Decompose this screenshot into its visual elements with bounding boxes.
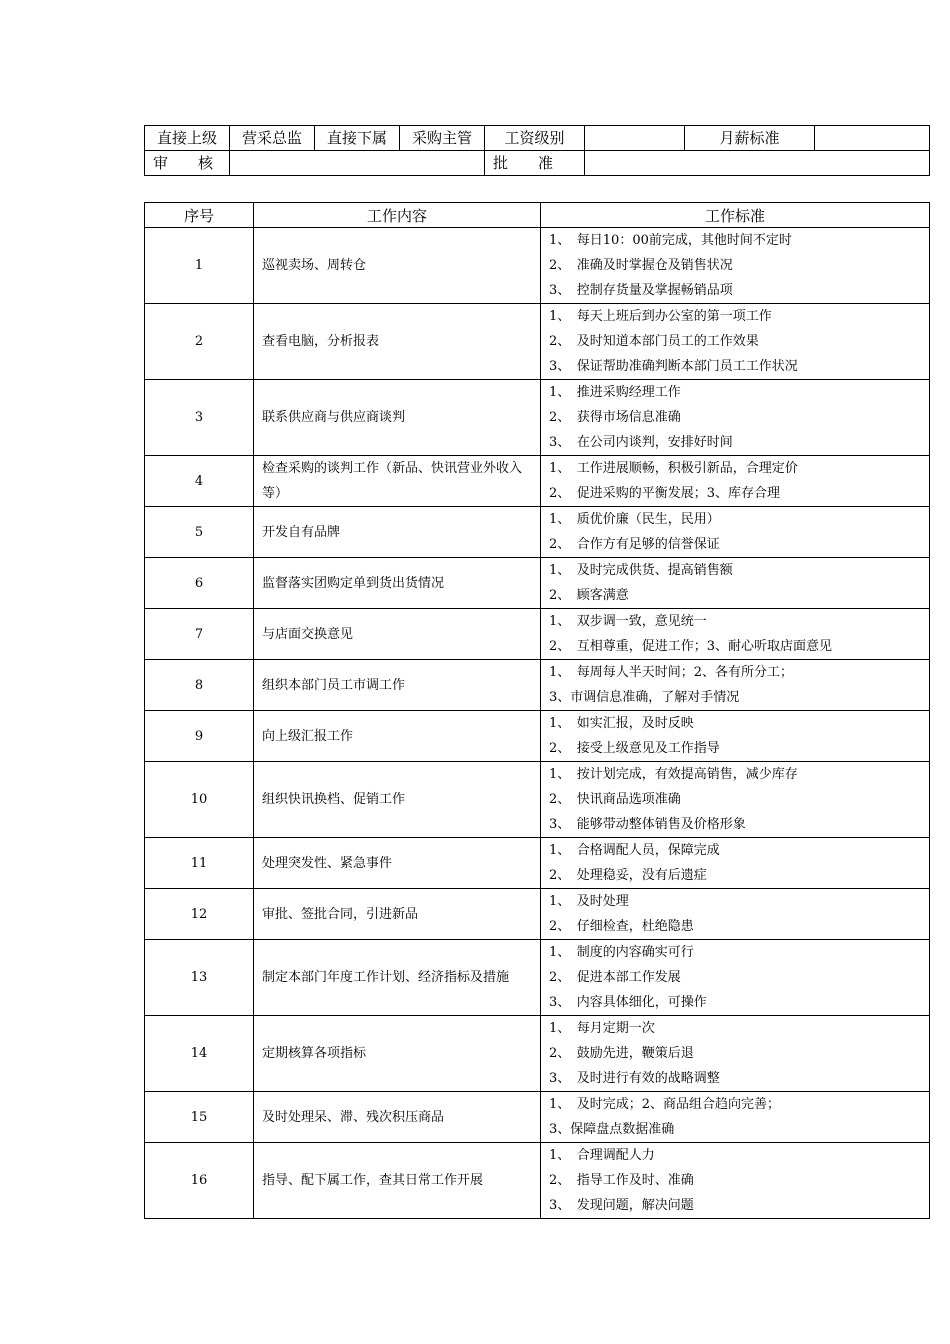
row-work-content: 组织本部门员工市调工作 <box>254 660 541 711</box>
row-seq-number: 12 <box>145 889 254 940</box>
salary-level-value <box>585 126 685 151</box>
table-row <box>145 1092 930 1143</box>
salary-level-label: 工资级别 <box>485 126 585 151</box>
row-work-content: 检查采购的谈判工作（新品、快讯营业外收入等） <box>254 456 541 507</box>
standard-line: 2、 快讯商品选项准确 <box>549 792 681 807</box>
standard-line: 2、 鼓励先进，鞭策后退 <box>549 1046 694 1061</box>
header-row-2 <box>145 151 930 176</box>
standard-line: 2、 处理稳妥，没有后遗症 <box>549 868 707 883</box>
row-work-standard <box>541 711 930 762</box>
table-row <box>145 838 930 889</box>
monthly-salary-value <box>815 126 930 151</box>
row-seq-number: 8 <box>145 660 254 711</box>
direct-superior-value: 营采总监 <box>230 126 315 151</box>
row-seq-number: 1 <box>145 228 254 304</box>
standard-line: 1、 推进采购经理工作 <box>549 385 681 400</box>
row-work-content: 开发自有品牌 <box>254 507 541 558</box>
row-work-standard <box>541 456 930 507</box>
row-seq-number: 15 <box>145 1092 254 1143</box>
row-work-content: 及时处理呆、滞、残次积压商品 <box>254 1092 541 1143</box>
monthly-salary-label: 月薪标准 <box>685 126 815 151</box>
row-work-standard <box>541 762 930 838</box>
job-duties-table <box>144 202 930 1219</box>
row-seq-number: 4 <box>145 456 254 507</box>
table-row <box>145 711 930 762</box>
row-work-content: 巡视卖场、周转仓 <box>254 228 541 304</box>
standard-line: 2、 促进采购的平衡发展；3、库存合理 <box>549 486 781 501</box>
row-work-content: 定期核算各项指标 <box>254 1016 541 1092</box>
standard-line: 2、 接受上级意见及工作指导 <box>549 741 720 756</box>
standard-line: 1、 工作进展顺畅，积极引新品，合理定价 <box>549 461 798 476</box>
standard-line: 2、 顾客满意 <box>549 588 629 603</box>
table-header-row <box>145 203 930 228</box>
standard-line: 3、市调信息准确，了解对手情况 <box>549 690 740 705</box>
row-work-content: 组织快讯换档、促销工作 <box>254 762 541 838</box>
standard-line: 1、 每天上班后到办公室的第一项工作 <box>549 309 772 324</box>
row-seq-number: 14 <box>145 1016 254 1092</box>
row-work-standard <box>541 304 930 380</box>
standard-line: 1、 每周每人半天时间；2、各有所分工； <box>549 665 794 680</box>
direct-subordinate-value: 采购主管 <box>400 126 485 151</box>
standard-line: 1、 及时完成供货、提高销售额 <box>549 563 733 578</box>
standard-line: 3、 发现问题，解决问题 <box>549 1198 694 1213</box>
row-work-standard <box>541 889 930 940</box>
row-seq-number: 13 <box>145 940 254 1016</box>
row-work-standard <box>541 660 930 711</box>
review-value <box>230 151 485 176</box>
review-label: 审 核 <box>145 151 230 176</box>
standard-line: 3、 能够带动整体销售及价格形象 <box>549 817 746 832</box>
row-work-content: 指导、配下属工作，查其日常工作开展 <box>254 1143 541 1219</box>
row-work-standard <box>541 1092 930 1143</box>
row-work-standard <box>541 228 930 304</box>
standard-line: 1、 按计划完成，有效提高销售，减少库存 <box>549 767 798 782</box>
standard-line: 3、 控制存货量及掌握畅销品项 <box>549 283 733 298</box>
row-work-standard <box>541 380 930 456</box>
row-seq-number: 10 <box>145 762 254 838</box>
row-work-content: 向上级汇报工作 <box>254 711 541 762</box>
standard-line: 1、 双步调一致，意见统一 <box>549 614 707 629</box>
row-work-content: 处理突发性、紧急事件 <box>254 838 541 889</box>
standard-line: 1、 及时处理 <box>549 894 629 909</box>
table-row <box>145 660 930 711</box>
standard-line: 3、 内容具体细化，可操作 <box>549 995 707 1010</box>
table-row <box>145 456 930 507</box>
direct-superior-label: 直接上级 <box>145 126 230 151</box>
standard-line: 1、 每月定期一次 <box>549 1021 655 1036</box>
standard-line: 3、 及时进行有效的战略调整 <box>549 1071 720 1086</box>
table-row <box>145 940 930 1016</box>
standard-line: 2、 及时知道本部门员工的工作效果 <box>549 334 759 349</box>
standard-line: 2、 合作方有足够的信誉保证 <box>549 537 720 552</box>
standard-line: 2、 准确及时掌握仓及销售状况 <box>549 258 733 273</box>
row-work-standard <box>541 838 930 889</box>
row-seq-number: 11 <box>145 838 254 889</box>
row-seq-number: 6 <box>145 558 254 609</box>
table-row <box>145 1016 930 1092</box>
column-header-standard: 工作标准 <box>541 203 930 228</box>
row-seq-number: 7 <box>145 609 254 660</box>
row-work-standard <box>541 507 930 558</box>
row-work-standard <box>541 940 930 1016</box>
job-duties-table-body <box>145 203 930 1219</box>
standard-line: 1、 质优价廉（民生，民用） <box>549 512 720 527</box>
standard-line: 3、 保证帮助准确判断本部门员工工作状况 <box>549 359 798 374</box>
standard-line: 2、 促进本部工作发展 <box>549 970 681 985</box>
standard-line: 2、 仔细检查，杜绝隐患 <box>549 919 694 934</box>
table-row <box>145 228 930 304</box>
table-row <box>145 1143 930 1219</box>
row-work-content: 查看电脑，分析报表 <box>254 304 541 380</box>
row-seq-number: 9 <box>145 711 254 762</box>
approve-value <box>585 151 930 176</box>
table-row <box>145 380 930 456</box>
column-header-seq: 序号 <box>145 203 254 228</box>
row-work-content: 联系供应商与供应商谈判 <box>254 380 541 456</box>
standard-line: 3、 在公司内谈判，安排好时间 <box>549 435 733 450</box>
header-row-1 <box>145 126 930 151</box>
table-row <box>145 507 930 558</box>
row-seq-number: 5 <box>145 507 254 558</box>
row-work-standard <box>541 1016 930 1092</box>
row-work-content: 制定本部门年度工作计划、经济指标及措施 <box>254 940 541 1016</box>
standard-line: 1、 合格调配人员，保障完成 <box>549 843 720 858</box>
table-row <box>145 304 930 380</box>
standard-line: 1、 如实汇报，及时反映 <box>549 716 694 731</box>
standard-line: 1、 合理调配人力 <box>549 1148 655 1163</box>
standard-line: 2、 互相尊重，促进工作；3、耐心听取店面意见 <box>549 639 833 654</box>
row-work-content: 审批、签批合同，引进新品 <box>254 889 541 940</box>
row-work-content: 监督落实团购定单到货出货情况 <box>254 558 541 609</box>
standard-line: 2、 获得市场信息准确 <box>549 410 681 425</box>
standard-line: 2、 指导工作及时、准确 <box>549 1173 694 1188</box>
header-info-table <box>144 125 930 176</box>
standard-line: 3、保障盘点数据准确 <box>549 1122 675 1137</box>
standard-line: 1、 每日10：00前完成，其他时间不定时 <box>549 233 792 248</box>
row-work-standard <box>541 609 930 660</box>
table-row <box>145 609 930 660</box>
row-work-content: 与店面交换意见 <box>254 609 541 660</box>
row-seq-number: 3 <box>145 380 254 456</box>
table-row <box>145 762 930 838</box>
table-row <box>145 558 930 609</box>
direct-subordinate-label: 直接下属 <box>315 126 400 151</box>
standard-line: 1、 制度的内容确实可行 <box>549 945 694 960</box>
row-seq-number: 16 <box>145 1143 254 1219</box>
row-seq-number: 2 <box>145 304 254 380</box>
standard-line: 1、 及时完成；2、商品组合趋向完善； <box>549 1097 781 1112</box>
approve-label: 批 准 <box>485 151 585 176</box>
table-row <box>145 889 930 940</box>
row-work-standard <box>541 1143 930 1219</box>
column-header-content: 工作内容 <box>254 203 541 228</box>
row-work-standard <box>541 558 930 609</box>
